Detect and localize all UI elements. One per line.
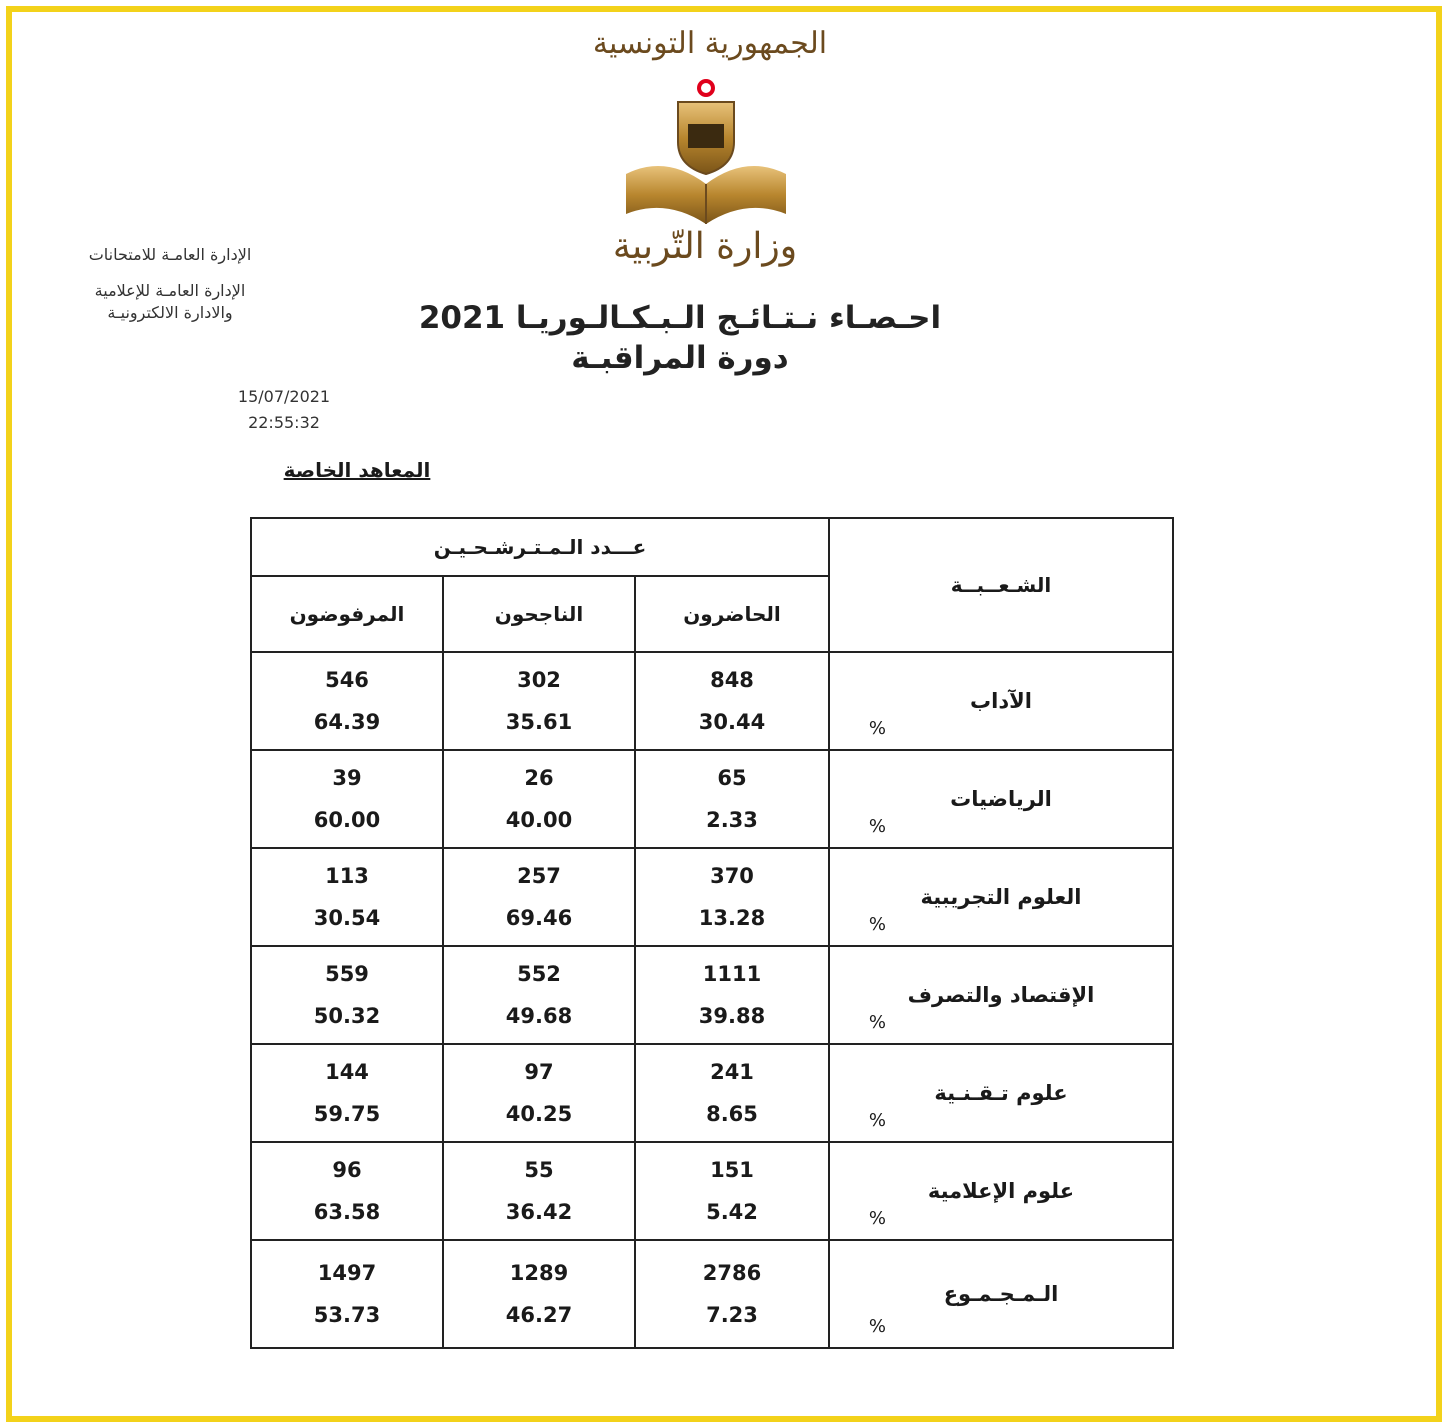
percent: 7.23: [706, 1303, 758, 1327]
count: 97: [524, 1060, 554, 1084]
percent: 39.88: [698, 1004, 766, 1028]
count: 257: [517, 864, 561, 888]
count: 39: [332, 766, 362, 790]
percent-sign: %: [868, 914, 886, 935]
percent: 64.39: [313, 710, 381, 734]
count: 241: [710, 1060, 754, 1084]
passed-cell: [443, 1240, 635, 1348]
organization-block: [60, 244, 280, 324]
passed-cell: [443, 946, 635, 1044]
passed-cell: [443, 750, 635, 848]
passed-cell: [443, 1142, 635, 1240]
percent: 30.44: [698, 710, 766, 734]
percent: 36.42: [505, 1200, 573, 1224]
percent: 30.54: [313, 906, 381, 930]
percent: 40.25: [505, 1102, 573, 1126]
count: 302: [517, 668, 561, 692]
percent-sign: %: [868, 1208, 886, 1229]
percent-sign: %: [868, 816, 886, 837]
failed-cell: [251, 1044, 443, 1142]
percent-sign: %: [868, 1012, 886, 1033]
present-cell: [635, 946, 829, 1044]
failed-cell: [251, 750, 443, 848]
percent: 40.00: [505, 808, 573, 832]
present-cell: [635, 750, 829, 848]
candidates-header: عـــدد الـمـتـرشـحـيـن: [251, 518, 829, 576]
failed-cell: [251, 652, 443, 750]
percent: 13.28: [698, 906, 766, 930]
branch-cell: [829, 750, 1173, 848]
ministry-name: وزارة التّربية: [612, 226, 798, 267]
title-line: احـصـاء نـتـائـج الـبـكـالـوريـا 2021: [418, 300, 942, 336]
present-cell: [635, 652, 829, 750]
table-row: [251, 1044, 1173, 1142]
republic-header: الجمهورية التونسية: [592, 26, 828, 61]
title-line: دورة المراقبـة: [571, 340, 789, 376]
branch-name: العلوم التجريبية: [920, 885, 1082, 909]
count: 370: [710, 864, 754, 888]
count: 2786: [702, 1261, 762, 1285]
table-row: [251, 946, 1173, 1044]
branch-name: الإقتصاد والتصرف: [907, 983, 1095, 1007]
percent: 63.58: [313, 1200, 381, 1224]
percent: 5.42: [706, 1200, 758, 1224]
ministry-emblem: [616, 74, 796, 234]
present-cell: [635, 848, 829, 946]
branch-cell: [829, 1142, 1173, 1240]
count: 552: [517, 962, 561, 986]
percent: 59.75: [313, 1102, 381, 1126]
branch-cell: [829, 1044, 1173, 1142]
branch-cell: [829, 652, 1173, 750]
count: 1289: [509, 1261, 569, 1285]
failed-cell: [251, 1142, 443, 1240]
count: 546: [325, 668, 369, 692]
branch-cell: [829, 1240, 1173, 1348]
table-row: [251, 652, 1173, 750]
org-line: الإدارة العامـة للإعلامية: [94, 281, 246, 300]
branch-name: الـمـجـمـوع: [943, 1282, 1059, 1306]
count: 144: [325, 1060, 369, 1084]
percent: 50.32: [313, 1004, 381, 1028]
date: 15/07/2021: [237, 387, 331, 406]
percent: 69.46: [505, 906, 573, 930]
percent: 46.27: [505, 1303, 573, 1327]
org-line: والادارة الالكترونيـة: [107, 303, 233, 322]
count: 96: [332, 1158, 362, 1182]
table-row: [251, 848, 1173, 946]
percent: 53.73: [313, 1303, 381, 1327]
org-line: الإدارة العامـة للامتحانات: [88, 245, 252, 264]
count: 26: [524, 766, 554, 790]
present-cell: [635, 1240, 829, 1348]
count: 559: [325, 962, 369, 986]
column-header: المرفوضون: [251, 576, 443, 652]
count: 1111: [702, 962, 762, 986]
percent: 2.33: [706, 808, 758, 832]
column-header: الحاضرون: [635, 576, 829, 652]
branch-name: علوم الإعلامية: [927, 1179, 1075, 1203]
table-row: [251, 1142, 1173, 1240]
failed-cell: [251, 1240, 443, 1348]
branch-name: الرياضيات: [950, 787, 1052, 811]
failed-cell: [251, 848, 443, 946]
percent: 49.68: [505, 1004, 573, 1028]
passed-cell: [443, 652, 635, 750]
count: 65: [717, 766, 747, 790]
present-cell: [635, 1044, 829, 1142]
percent: 8.65: [706, 1102, 758, 1126]
table-row: [251, 750, 1173, 848]
column-header: الناجحون: [443, 576, 635, 652]
branch-cell: [829, 946, 1173, 1044]
percent-sign: %: [868, 1110, 886, 1131]
percent: 60.00: [313, 808, 381, 832]
present-cell: [635, 1142, 829, 1240]
passed-cell: [443, 848, 635, 946]
percent: 35.61: [505, 710, 573, 734]
failed-cell: [251, 946, 443, 1044]
count: 113: [325, 864, 369, 888]
percent-sign: %: [868, 718, 886, 739]
count: 55: [524, 1158, 554, 1182]
branch-name: الآداب: [970, 689, 1032, 713]
section-title: المعاهد الخاصة: [283, 458, 431, 482]
percent-sign: %: [868, 1316, 886, 1337]
count: 1497: [317, 1261, 377, 1285]
count: 151: [710, 1158, 754, 1182]
passed-cell: [443, 1044, 635, 1142]
branch-cell: [829, 848, 1173, 946]
branch-name: علوم تـقـنـية: [934, 1081, 1068, 1105]
total-row: [251, 1240, 1173, 1348]
document-title: [330, 298, 1030, 378]
count: 848: [710, 668, 754, 692]
timestamp: [222, 384, 346, 436]
time: 22:55:32: [248, 413, 320, 432]
results-table: [250, 517, 1174, 1349]
branch-header: الشـعــبــة: [829, 518, 1173, 652]
